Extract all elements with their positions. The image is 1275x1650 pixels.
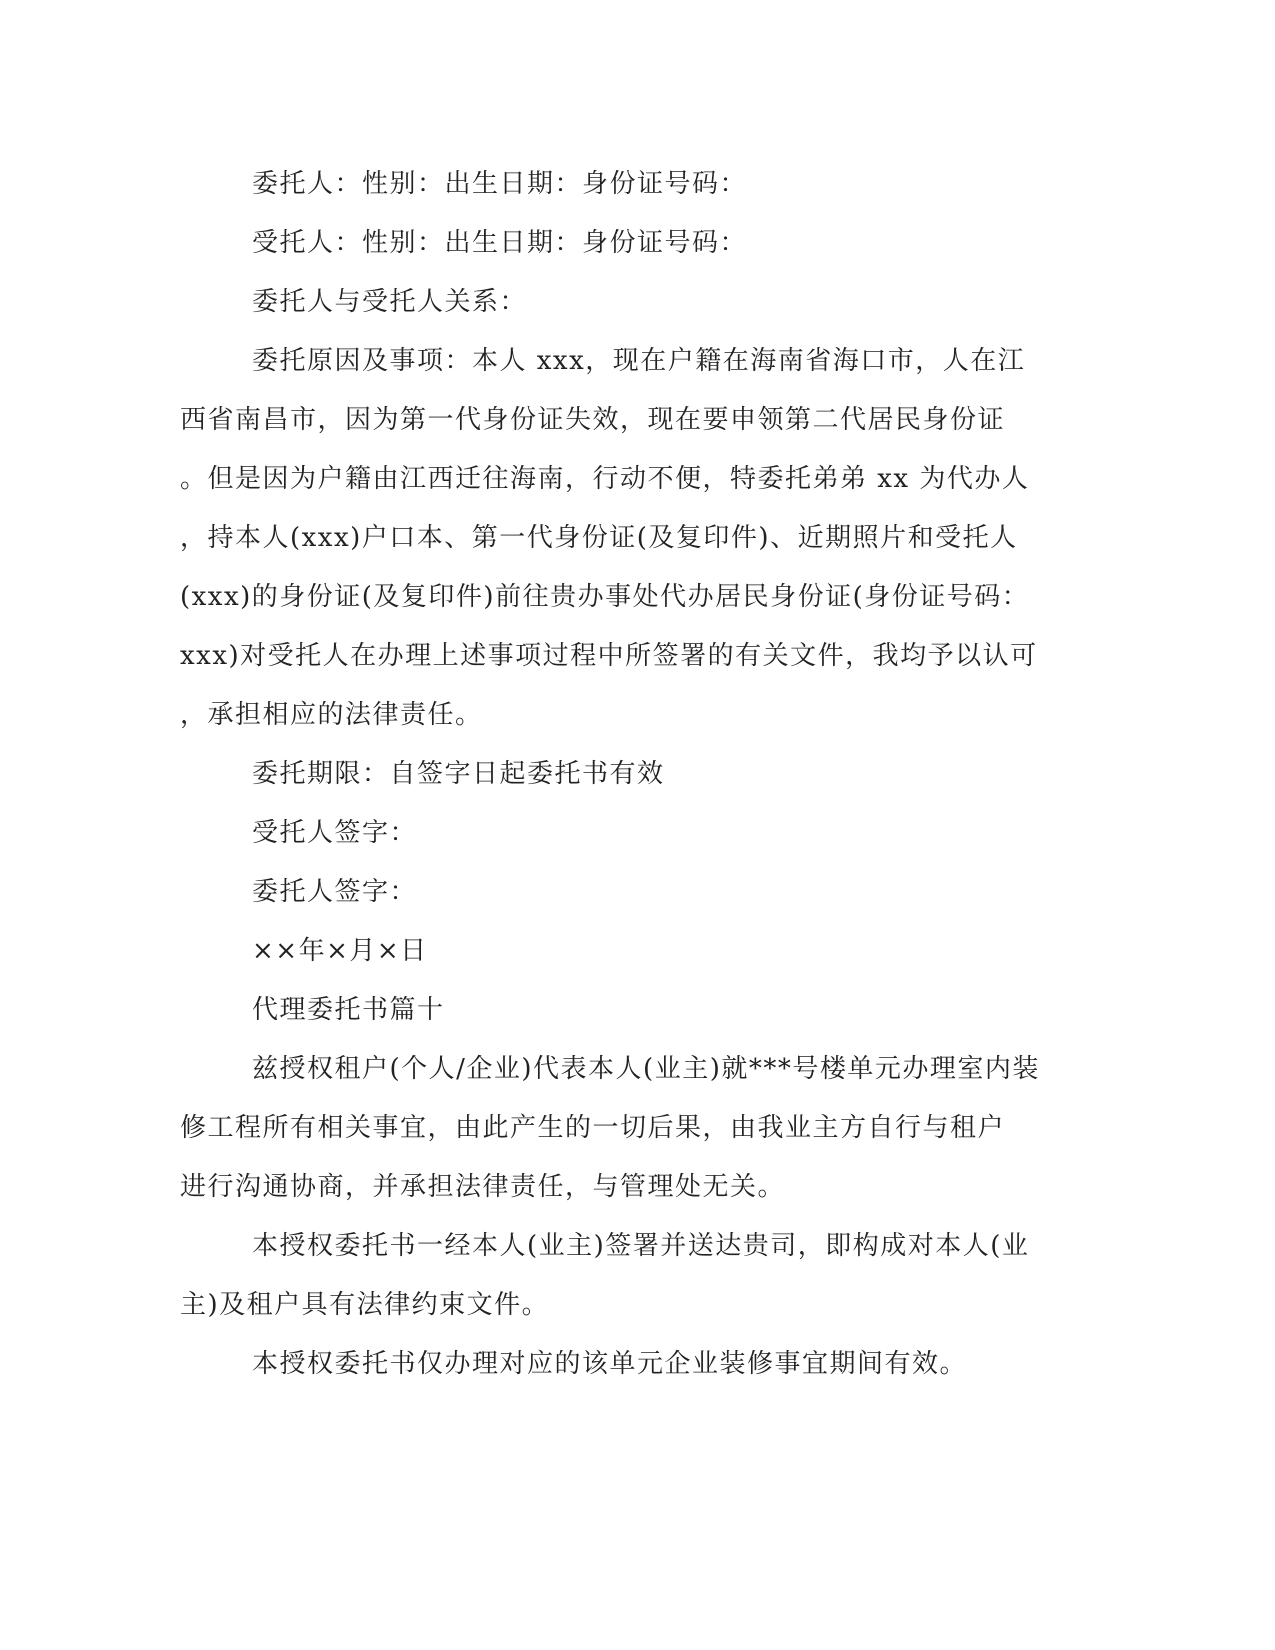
reason-paragraph-line: (xxx)的身份证(及复印件)前往贵办事处代办居民身份证(身份证号码： [180, 582, 1030, 612]
authorization-paragraph-line: 兹授权租户(个人/企业)代表本人(业主)就***号楼单元办理室内装 [252, 1054, 1040, 1084]
validity-paragraph-line: 本授权委托书仅办理对应的该单元企业装修事宜期间有效。 [252, 1349, 968, 1379]
binding-paragraph-line: 主)及租户具有法律约束文件。 [180, 1290, 550, 1320]
agent-info-line: 受托人：性别：出生日期：身份证号码： [252, 228, 748, 258]
term-line: 委托期限：自签字日起委托书有效 [252, 759, 665, 789]
reason-paragraph-line: 西省南昌市，因为第一代身份证失效，现在要申领第二代居民身份证 [180, 405, 1006, 435]
authorization-paragraph-line: 修工程所有相关事宜，由此产生的一切后果，由我业主方自行与租户 [180, 1113, 1006, 1143]
reason-paragraph-line: xxx)对受托人在办理上述事项过程中所签署的有关文件，我均予以认可 [180, 641, 1038, 671]
binding-paragraph-line: 本授权委托书一经本人(业主)签署并送达贵司，即构成对本人(业 [252, 1231, 1030, 1261]
reason-paragraph-line: 委托原因及事项：本人 xxx，现在户籍在海南省海口市，人在江 [252, 346, 1026, 376]
authorization-paragraph-line: 进行沟通协商，并承担法律责任，与管理处无关。 [180, 1172, 786, 1202]
reason-paragraph-line: 。但是因为户籍由江西迁往海南，行动不便，特委托弟弟 xx 为代办人 [180, 464, 1030, 494]
principal-signature-line: 委托人签字： [252, 877, 418, 907]
section-heading: 代理委托书篇十 [252, 995, 445, 1025]
document-body [180, 155, 1040, 1394]
date-line: ××年×月×日 [252, 936, 428, 966]
principal-info-line: 委托人：性别：出生日期：身份证号码： [252, 169, 748, 199]
agent-signature-line: 受托人签字： [252, 818, 418, 848]
relationship-line: 委托人与受托人关系： [252, 287, 528, 317]
reason-paragraph-line: ，持本人(xxx)户口本、第一代身份证(及复印件)、近期照片和受托人 [180, 523, 1018, 553]
reason-paragraph-line: ，承担相应的法律责任。 [180, 700, 483, 730]
